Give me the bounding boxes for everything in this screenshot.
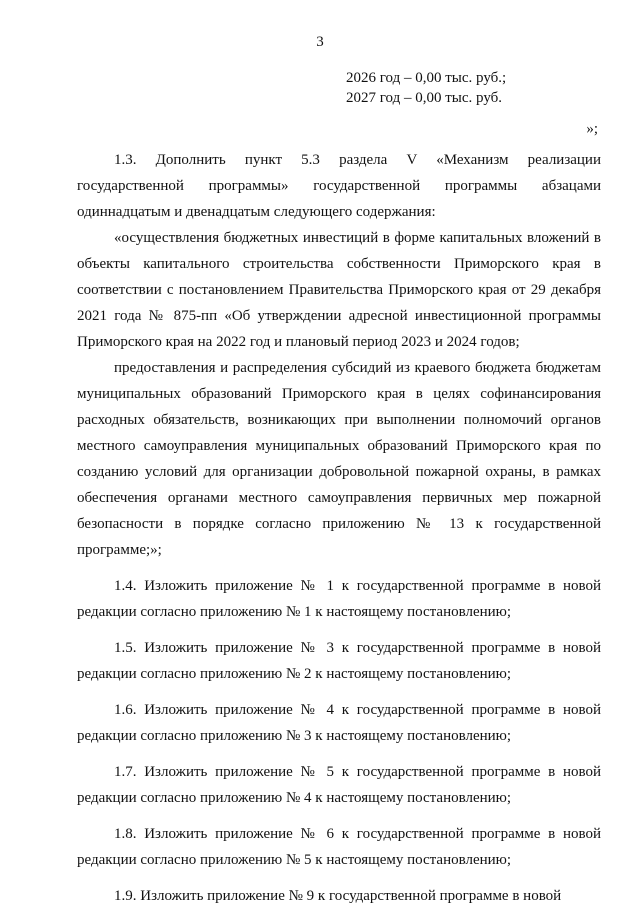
page-number: 3: [316, 34, 324, 50]
paragraph-1-6: 1.6. Изложить приложение № 4 к государственной программе в новой редакции согласно приложению № 3 к настоящему постановлению;: [77, 702, 601, 744]
budget-amounts: [346, 68, 506, 108]
paragraph-1-9: 1.9. Изложить приложение № 9 к государственной программе в новой: [114, 888, 562, 904]
closing-quote: »;: [586, 121, 598, 137]
paragraph-1-5: 1.5. Изложить приложение № 3 к государственной программе в новой редакции согласно приложению № 2 к настоящему постановлению;: [77, 640, 601, 682]
paragraph-1-3: 1.3. Дополнить пункт 5.3 раздела V «Механизм реализации государственной программы» государственной программы абзацами одиннадцатым и двенадцатым следующего содержания:: [77, 152, 601, 220]
paragraph-1-7: 1.7. Изложить приложение № 5 к государственной программе в новой редакции согласно приложению № 4 к настоящему постановлению;: [77, 764, 601, 806]
paragraph-1-4: 1.4. Изложить приложение № 1 к государственной программе в новой редакции согласно приложению № 1 к настоящему постановлению;: [77, 578, 601, 620]
document-body: [77, 147, 601, 919]
paragraph-quote-investments: «осуществления бюджетных инвестиций в форме капитальных вложений в объекты капитального строительства собственности Приморского края в соответствии с постановлением Правительства Приморского края от 29 декабря 2021 года № 875-пп «Об утверждении адресной инвестиционной программы Приморского края на 2022 год и плановый период 2023 и 2024 годов;: [77, 230, 601, 350]
paragraph-1-8: 1.8. Изложить приложение № 6 к государственной программе в новой редакции согласно приложению № 5 к настоящему постановлению;: [77, 826, 601, 868]
paragraph-subsidies: предоставления и распределения субсидий из краевого бюджета бюджетам муниципальных образований Приморского края в целях софинансирования расходных обязательств, возникающих при выполнении полномочий органов местного самоуправления муниципальных образований Приморского края по созданию условий для организации добровольной пожарной охраны, в рамках обеспечения органами местного самоуправления первичных мер пожарной безопасности в порядке согласно приложению № 13 к государственной программе;»;: [77, 360, 601, 558]
budget-line-2027: 2027 год – 0,00 тыс. руб.: [346, 90, 503, 106]
budget-line-2026: 2026 год – 0,00 тыс. руб.;: [346, 70, 507, 86]
